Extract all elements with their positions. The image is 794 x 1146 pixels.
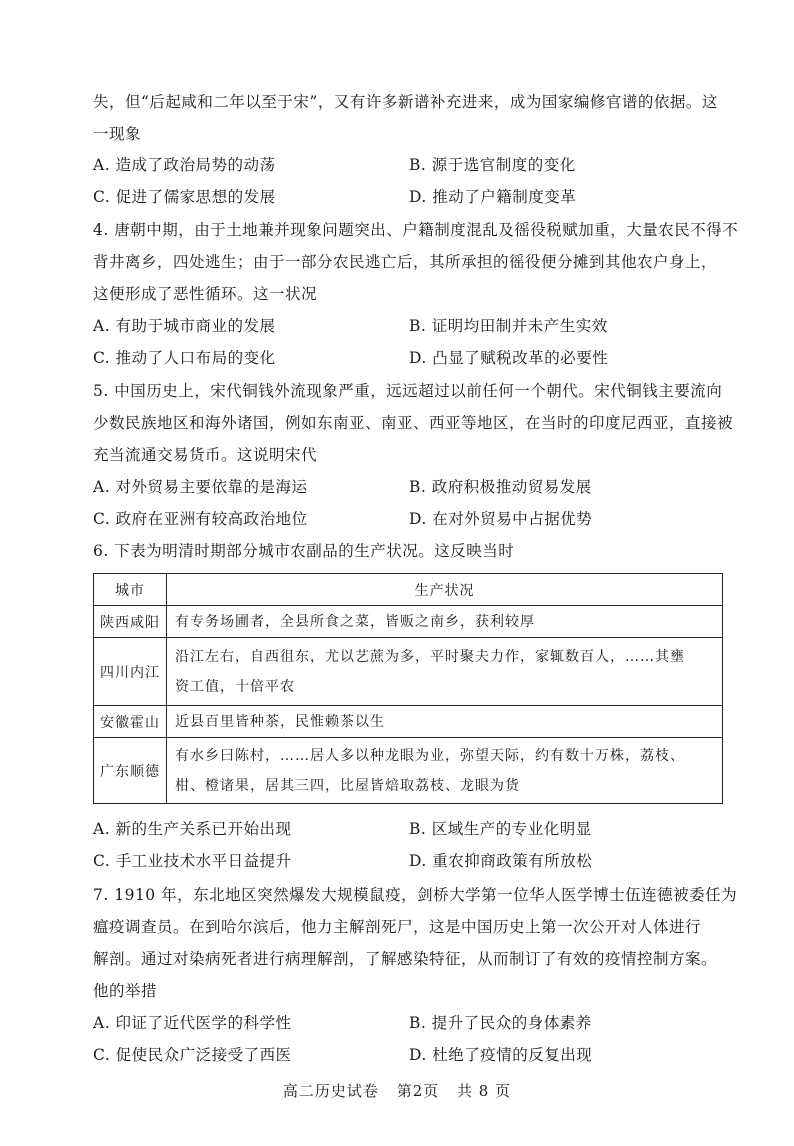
table-row [94,638,723,706]
q3-text-line-2: 一现象 [93,125,142,143]
q4-text-line-1: 4. 唐朝中期，由于土地兼并现象问题突出、户籍制度混乱及徭役税赋加重，大量农民不得不 [93,221,739,239]
q6-production-table [93,573,723,804]
q7-option-c: C. 促使民众广泛接受了西医 [93,1046,292,1064]
q5-text-line-3: 充当流通交易货币。这说明宋代 [93,446,318,464]
q7-text-line-1: 7. 1910 年，东北地区突然爆发大规模鼠疫，剑桥大学第一位华人医学博士伍连德被委任为 [93,886,738,904]
q7-option-d: D. 杜绝了疫情的反复出现 [409,1046,593,1064]
q4-text-line-3: 这便形成了恶性循环。这一状况 [93,285,318,303]
table-cell-desc: 近县百里皆种茶，民惟赖茶以生 [175,713,385,730]
q7-text-line-3: 解剖。通过对染病死者进行病理解剖，了解感染特征，从而制订了有效的疫情控制方案。 [93,950,718,968]
footer-page-number: 第2页 [396,1082,440,1100]
q3-option-c: C. 促进了儒家思想的发展 [93,188,276,206]
table-cell-city: 四川内江 [94,638,167,706]
q7-text-line-4: 他的举措 [93,982,158,1000]
table-cell-desc-line-2: 资工值，十倍平农 [175,678,295,695]
table-cell-desc-line-1: 有水乡曰陈村，……居人多以种龙眼为业，弥望天际，约有数十万株，荔枝、 [175,747,685,764]
q6-option-b: B. 区域生产的专业化明显 [409,820,592,838]
table-header-production: 生产状况 [167,574,723,606]
table-cell-city: 陕西咸阳 [94,606,167,638]
table-cell-desc-line-1: 沿江左右，自西徂东，尤以艺蔗为多，平时聚夫力作，家辄数百人，……其壅 [175,648,685,665]
q6-option-d: D. 重农抑商政策有所放松 [409,852,593,870]
q4-option-d: D. 凸显了赋税改革的必要性 [409,349,609,367]
q5-option-a: A. 对外贸易主要依靠的是海运 [93,478,308,496]
q6-text-line-1: 6. 下表为明清时期部分城市农副品的生产状况。这反映当时 [93,542,515,560]
table-row [94,606,723,638]
q7-option-a: A. 印证了近代医学的科学性 [93,1014,292,1032]
table-cell-desc: 有专务场圃者，全县所食之菜，皆贩之南乡，获利较厚 [175,613,535,630]
table-cell-desc-line-2: 柑、橙诸果，居其三四，比屋皆焙取荔枝、龙眼为货 [175,777,520,794]
q3-text-line-1: 失，但“后起咸和二年以至于宋”，又有许多新谱补充进来，成为国家编修官谱的依据。这 [93,93,718,111]
table-row [94,738,723,804]
q5-text-line-2: 少数民族地区和海外诸国，例如东南亚、南亚、西亚等地区，在当时的印度尼西亚，直接被 [93,414,734,432]
q6-option-a: A. 新的生产关系已开始出现 [93,820,292,838]
q4-text-line-2: 背井离乡，四处逃生；由于一部分农民逃亡后，其所承担的徭役便分摊到其他农户身上， [93,253,718,271]
q4-option-c: C. 推动了人口布局的变化 [93,349,276,367]
table-header-city: 城市 [94,574,167,606]
q5-option-b: B. 政府积极推动贸易发展 [409,478,592,496]
q3-option-d: D. 推动了户籍制度变革 [409,188,577,206]
q3-option-a: A. 造成了政治局势的动荡 [93,156,276,174]
page-footer [0,1080,794,1101]
q7-option-b: B. 提升了民众的身体素养 [409,1014,592,1032]
q3-option-b: B. 源于选官制度的变化 [409,156,576,174]
footer-total-pages: 共 8 页 [457,1082,512,1100]
table-row [94,706,723,738]
q6-option-c: C. 手工业技术水平日益提升 [93,852,292,870]
table-header-row [94,574,723,606]
q4-option-a: A. 有助于城市商业的发展 [93,317,276,335]
q5-option-d: D. 在对外贸易中占据优势 [409,510,593,528]
q5-option-c: C. 政府在亚洲有较高政治地位 [93,510,308,528]
q7-text-line-2: 瘟疫调查员。在到哈尔滨后，他力主解剖死尸，这是中国历史上第一次公开对人体进行 [93,918,702,936]
table-cell-city: 广东顺德 [94,738,167,804]
q4-option-b: B. 证明均田制并未产生实效 [409,317,608,335]
q5-text-line-1: 5. 中国历史上，宋代铜钱外流现象严重，远远超过以前任何一个朝代。宋代铜钱主要流向 [93,382,723,400]
table-cell-city: 安徽霍山 [94,706,167,738]
footer-title: 高二历史试卷 [282,1082,379,1100]
